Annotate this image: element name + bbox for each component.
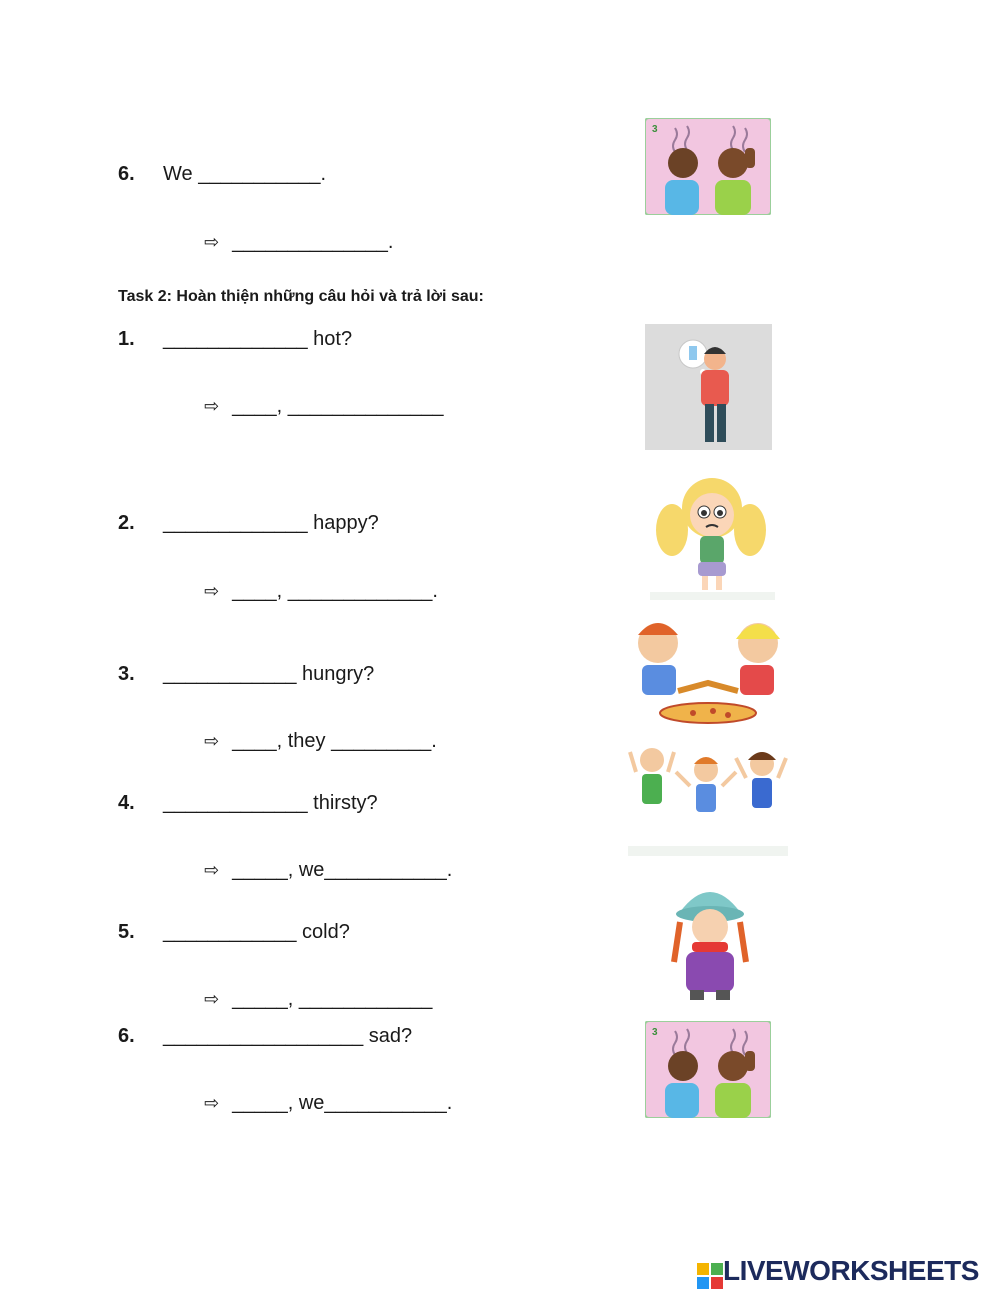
task2-item-4-number: 4. xyxy=(118,792,135,814)
answer-arrow-icon: ⇨ xyxy=(204,1093,220,1113)
task2-item-6-number: 6. xyxy=(118,1025,135,1047)
task2-item-5-answer[interactable]: _____, ____________ xyxy=(232,988,433,1010)
task1-answer-row xyxy=(193,208,393,254)
answer-arrow-icon: ⇨ xyxy=(204,232,220,252)
task2-item-2-answer-row xyxy=(193,557,438,603)
badge-number: 3 xyxy=(652,124,658,135)
task2-item-6-question[interactable]: __________________ sad? xyxy=(163,1025,413,1047)
answer-arrow-icon: ⇨ xyxy=(204,860,220,880)
task2-item-6-answer[interactable]: _____, we___________. xyxy=(232,1092,453,1114)
task2-item-1-answer[interactable]: ____, ______________ xyxy=(232,395,444,417)
answer-arrow-icon: ⇨ xyxy=(204,396,220,416)
hot-boy-image xyxy=(645,324,772,450)
task2-item-2-answer[interactable]: ____, _____________. xyxy=(232,580,438,602)
task2-item-2-question[interactable]: _____________ happy? xyxy=(163,512,379,534)
logo-blocks-icon xyxy=(697,1263,723,1289)
task2-item-6-answer-row xyxy=(193,1069,452,1115)
happy-kids-image xyxy=(628,742,788,856)
answer-arrow-icon: ⇨ xyxy=(204,731,220,751)
task2-item-1-question[interactable]: _____________ hot? xyxy=(163,328,353,350)
task1-item-number: 6. xyxy=(118,163,135,185)
pizza-kids-image xyxy=(628,613,788,728)
task2-item-5-number: 5. xyxy=(118,921,135,943)
task2-item-1-number: 1. xyxy=(118,328,135,350)
sick-boys-image-bottom xyxy=(645,1021,771,1118)
task1-answer[interactable]: ______________. xyxy=(232,231,394,253)
task2-item-3-answer-row xyxy=(193,707,437,753)
task2-item-3-answer[interactable]: ____, they _________. xyxy=(232,730,437,752)
task1-question: We ___________. xyxy=(163,163,327,185)
task2-item-4-answer[interactable]: _____, we___________. xyxy=(232,859,453,881)
liveworksheets-logo xyxy=(697,1255,979,1287)
badge-number: 3 xyxy=(652,1027,658,1038)
logo-text: LIVEWORKSHEETS xyxy=(723,1255,979,1286)
task2-item-4-question[interactable]: _____________ thirsty? xyxy=(163,792,378,814)
sick-boys-image-top xyxy=(645,118,771,215)
cold-girl-image xyxy=(620,872,798,1002)
task2-title: Task 2: Hoàn thiện những câu hỏi và trả lời sau: xyxy=(118,288,484,305)
answer-arrow-icon: ⇨ xyxy=(204,989,220,1009)
answer-arrow-icon: ⇨ xyxy=(204,581,220,601)
task2-item-4-answer-row xyxy=(193,836,452,882)
task2-item-3-question[interactable]: ____________ hungry? xyxy=(163,663,375,685)
task2-item-3-number: 3. xyxy=(118,663,135,685)
task2-item-5-answer-row xyxy=(193,965,432,1011)
task2-item-1-answer-row xyxy=(193,372,443,418)
sad-girl-image xyxy=(650,470,775,600)
task2-item-2-number: 2. xyxy=(118,512,135,534)
task2-item-5-question[interactable]: ____________ cold? xyxy=(163,921,350,943)
